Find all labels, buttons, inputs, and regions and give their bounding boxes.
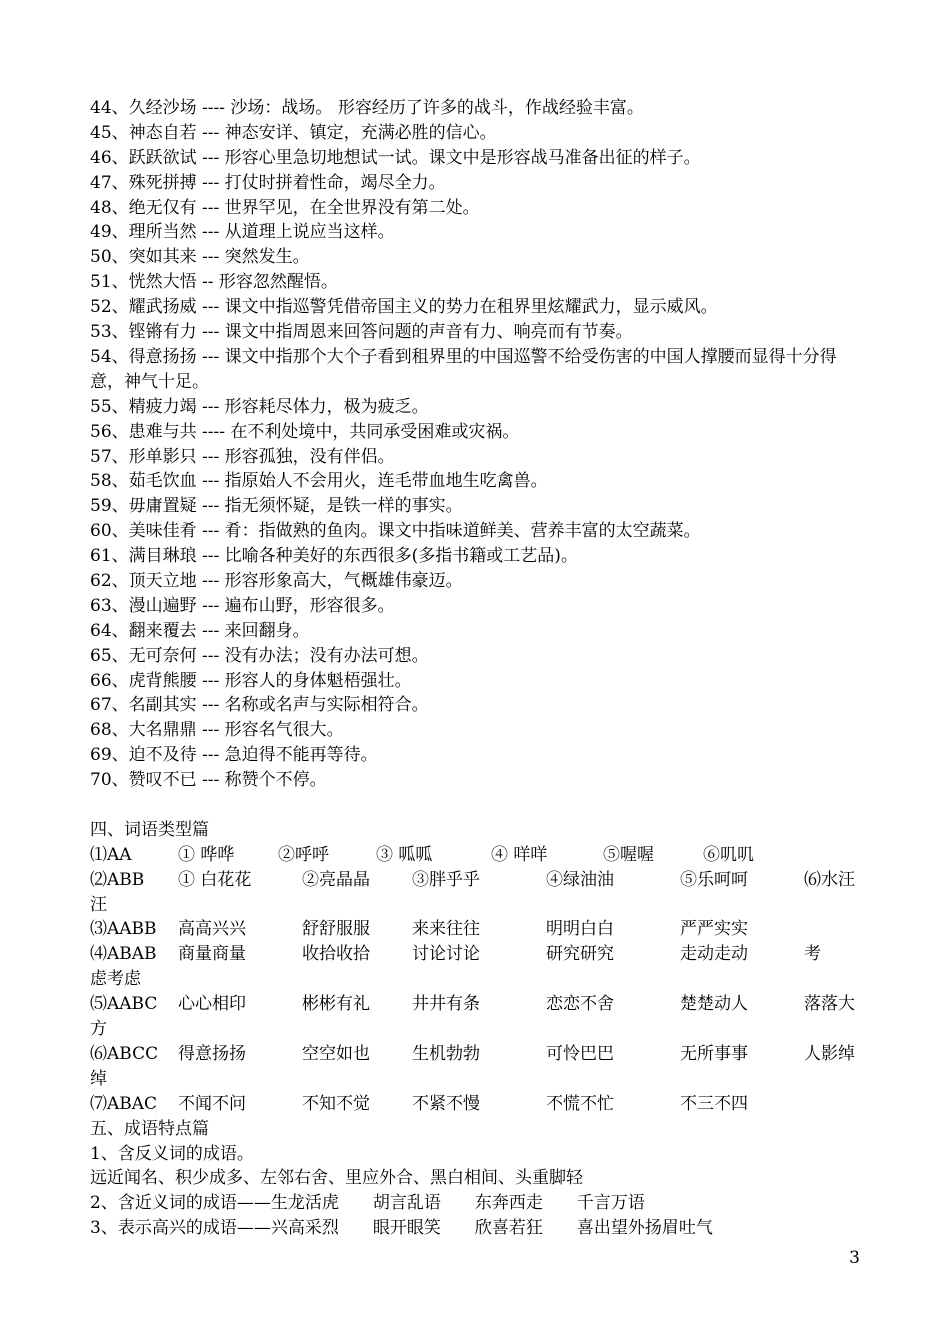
word-type-example: ②呼呼 — [278, 844, 329, 865]
page-number: 3 — [849, 1248, 860, 1268]
word-type-example: 走动走动 — [680, 944, 748, 965]
idiom-entry: 45、神态自若 --- 神态安详、镇定，充满必胜的信心。 — [90, 122, 497, 143]
idiom-entry: 49、理所当然 --- 从道理上说应当这样。 — [90, 222, 395, 243]
idiom-entry: 56、患难与共 ---- 在不利处境中，共同承受困难或灾祸。 — [90, 421, 520, 442]
word-type-example: 恋恋不舍 — [546, 994, 614, 1015]
idiom-entry: 55、精疲力竭 --- 形容耗尽体力，极为疲乏。 — [90, 396, 429, 417]
word-type-example: 人影绰 — [804, 1043, 855, 1064]
word-type-example: 不紧不慢 — [412, 1093, 480, 1114]
word-type-example: ④ 咩咩 — [491, 844, 548, 865]
word-type-example: 空空如也 — [302, 1043, 370, 1064]
word-type-example: 生机勃勃 — [412, 1043, 480, 1064]
word-type-row — [90, 1092, 870, 1117]
idiom-feature-list — [90, 1142, 870, 1242]
section-title: 四、词语类型篇 — [90, 819, 209, 840]
idiom-feature-line: 3、表示高兴的成语——兴高采烈 眼开眼笑 欣喜若狂 喜出望外扬眉吐气 — [90, 1218, 713, 1239]
idiom-entry: 68、大名鼎鼎 --- 形容名气很大。 — [90, 720, 344, 741]
word-type-example: 收拾收拾 — [302, 944, 370, 965]
word-type-label: ⑷ABAB — [90, 944, 157, 965]
idiom-entry: 62、顶天立地 --- 形容形象高大，气概雄伟豪迈。 — [90, 570, 463, 591]
word-type-row — [90, 1042, 870, 1067]
word-type-example: ⑥叽叽 — [703, 844, 754, 865]
word-type-example: 讨论讨论 — [412, 944, 480, 965]
word-type-example: ⑤乐呵呵 — [680, 869, 748, 890]
word-type-example: 楚楚动人 — [680, 994, 748, 1015]
word-type-example: ③ 呱呱 — [376, 844, 433, 865]
idiom-entry: 66、虎背熊腰 --- 形容人的身体魁梧强壮。 — [90, 670, 412, 691]
idiom-entry: 64、翻来覆去 --- 来回翻身。 — [90, 620, 310, 641]
word-type-label: ⑸AABC — [90, 994, 158, 1015]
word-type-row — [90, 868, 870, 893]
idiom-entry: 46、跃跃欲试 --- 形容心里急切地想试一试。课文中是形容战马准备出征的样子。 — [90, 147, 701, 168]
idiom-entry: 52、耀武扬威 --- 课文中指巡警凭借帝国主义的势力在租界里炫耀武力，显示威风。 — [90, 297, 718, 318]
word-type-example: 严严实实 — [680, 919, 748, 940]
spacer — [90, 793, 870, 818]
word-type-example: ① 哗哗 — [178, 844, 235, 865]
word-type-example: ②亮晶晶 — [302, 869, 370, 890]
word-type-example: 考 — [804, 944, 821, 965]
idiom-entry: 70、赞叹不已 --- 称赞个不停。 — [90, 770, 327, 791]
word-type-example: ④绿油油 — [546, 869, 614, 890]
idiom-entry: 67、名副其实 --- 名称或名声与实际相符合。 — [90, 695, 429, 716]
idiom-entry: 58、茹毛饮血 --- 指原始人不会用火，连毛带血地生吃禽兽。 — [90, 471, 548, 492]
word-type-label: ⑵ABB — [90, 869, 145, 890]
idiom-list — [90, 96, 870, 793]
word-type-row — [90, 843, 870, 868]
idiom-feature-line: 2、含近义词的成语——生龙活虎 胡言乱语 东奔西走 千言万语 — [90, 1193, 645, 1214]
word-type-example: ⑹水汪 — [804, 869, 855, 890]
word-type-row — [90, 992, 870, 1017]
word-type-label: ⑴AA — [90, 844, 132, 865]
word-type-example: ① 白花花 — [178, 869, 252, 890]
idiom-entry: 54、得意扬扬 --- 课文中指那个大个子看到租界里的中国巡警不给受伤害的中国人撑腰而显得十分得意，神气十足。 — [90, 346, 837, 392]
word-type-example: 研究研究 — [546, 944, 614, 965]
word-type-example: 可怜巴巴 — [546, 1043, 614, 1064]
idiom-entry: 51、恍然大悟 -- 形容忽然醒悟。 — [90, 272, 338, 293]
word-type-row — [90, 917, 870, 942]
idiom-entry: 47、殊死拼搏 --- 打仗时拼着性命，竭尽全力。 — [90, 172, 446, 193]
word-type-example: 舒舒服服 — [302, 919, 370, 940]
word-type-example: 明明白白 — [546, 919, 614, 940]
word-type-label: ⑶AABB — [90, 919, 157, 940]
idiom-entry: 61、满目琳琅 --- 比喻各种美好的东西很多(多指书籍或工艺品)。 — [90, 546, 578, 567]
idiom-entry: 60、美味佳肴 --- 肴：指做熟的鱼肉。课文中指味道鲜美、营养丰富的太空蔬菜。 — [90, 521, 701, 542]
word-type-continuation: 方 — [90, 1019, 107, 1040]
idiom-feature-line: 1、含反义词的成语。 — [90, 1143, 254, 1164]
idiom-entry: 53、铿锵有力 --- 课文中指周恩来回答问题的声音有力、响亮而有节奏。 — [90, 322, 633, 343]
word-type-example: 无所事事 — [680, 1043, 748, 1064]
idiom-entry: 63、漫山遍野 --- 遍布山野，形容很多。 — [90, 595, 395, 616]
word-type-grid — [90, 843, 870, 1117]
word-type-example: ③胖乎乎 — [412, 869, 480, 890]
idiom-feature-line: 远近闻名、积少成多、左邻右舍、里应外合、黑白相间、头重脚轻 — [90, 1168, 583, 1189]
word-type-row — [90, 942, 870, 967]
word-type-continuation: 汪 — [90, 894, 107, 915]
idiom-entry: 50、突如其来 --- 突然发生。 — [90, 247, 310, 268]
word-type-label: ⑺ABAC — [90, 1093, 158, 1114]
word-type-example: 不慌不忙 — [546, 1093, 614, 1114]
word-type-continuation: 虑考虑 — [90, 969, 141, 990]
idiom-entry: 57、形单影只 --- 形容孤独，没有伴侣。 — [90, 446, 395, 467]
word-type-continuation: 绰 — [90, 1068, 107, 1089]
word-type-example: 商量商量 — [178, 944, 246, 965]
idiom-entry: 69、迫不及待 --- 急迫得不能再等待。 — [90, 745, 378, 766]
word-type-example: ⑤喔喔 — [603, 844, 654, 865]
word-type-example: 落落大 — [804, 994, 855, 1015]
idiom-entry: 44、久经沙场 ---- 沙场：战场。 形容经历了许多的战斗，作战经验丰富。 — [90, 98, 644, 118]
word-type-label: ⑹ABCC — [90, 1043, 159, 1064]
word-type-example: 彬彬有礼 — [302, 994, 370, 1015]
word-type-example: 井井有条 — [412, 994, 480, 1015]
word-type-example: 心心相印 — [178, 994, 246, 1015]
word-type-example: 不三不四 — [680, 1093, 748, 1114]
section-title: 五、成语特点篇 — [90, 1118, 209, 1139]
idiom-entry: 48、绝无仅有 --- 世界罕见，在全世界没有第二处。 — [90, 197, 480, 218]
word-type-example: 来来往往 — [412, 919, 480, 940]
idiom-entry: 59、毋庸置疑 --- 指无须怀疑，是铁一样的事实。 — [90, 496, 463, 517]
word-type-example: 不知不觉 — [302, 1093, 370, 1114]
document-page — [90, 96, 870, 1241]
word-type-example: 高高兴兴 — [178, 919, 246, 940]
word-type-example: 不闻不问 — [178, 1093, 246, 1114]
idiom-entry: 65、无可奈何 --- 没有办法；没有办法可想。 — [90, 645, 429, 666]
word-type-example: 得意扬扬 — [178, 1043, 246, 1064]
